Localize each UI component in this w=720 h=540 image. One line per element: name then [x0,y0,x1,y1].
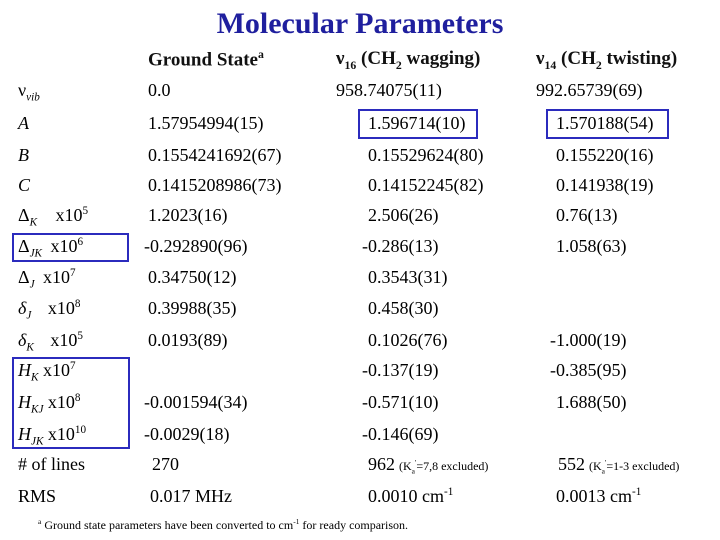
v16-rms-exp: -1 [444,486,454,498]
ground-delta-J: 0.34750(12) [148,267,237,287]
label-H-JK-exp: 10 [74,424,87,436]
v16-H-K: -0.137(19) [362,360,439,380]
nu-symbol: ν [336,48,345,69]
header-v14-mode: twisting) [606,48,678,69]
v16-H-KJ: -0.571(10) [362,392,439,412]
v14-vib: 992.65739(69) [536,80,643,100]
label-small-delta-J-mult: x10 [47,298,75,318]
label-H-JK-mult: x10 [47,424,75,444]
footnote-text-end: for ready comparison. [302,518,409,532]
v14-B: 0.155220(16) [556,145,654,165]
label-delta-K [18,205,88,229]
v16-lines-note-sub: a [411,466,415,476]
label-C: C [18,175,31,195]
v16-delta-JK: -0.286(13) [362,236,439,256]
label-delta-J [18,267,76,291]
ground-C: 0.1415208986(73) [148,175,282,195]
label-vib-sub: vib [26,91,40,104]
label-delta-JK-sub: JK [29,247,42,260]
v16-lines-note [399,458,489,476]
v16-H-JK: -0.146(69) [362,424,439,444]
page-title: Molecular Parameters [216,7,504,40]
label-small-delta-J [18,298,80,322]
v14-rms-value: 0.0013 cm [556,486,632,506]
header-ground-label: Ground State [148,49,258,71]
delta-symbol: Δ [18,205,30,225]
ground-small-delta-K: 0.0193(89) [148,330,228,350]
v16-rms [368,486,453,507]
v14-rms [556,486,641,507]
v16-delta-J: 0.3543(31) [368,267,448,287]
v14-delta-JK: 1.058(63) [556,236,627,256]
header-ground-state [148,48,264,71]
header-v16-ch: (CH [361,48,396,69]
v16-small-delta-J: 0.458(30) [368,298,439,318]
ground-small-delta-J: 0.39988(35) [148,298,237,318]
ground-H-JK: -0.0029(18) [144,424,230,444]
v14-lines-note-sub: a [601,466,605,476]
label-H-K-exp: 7 [69,360,76,372]
v16-lines [368,454,488,475]
v14-lines-note-pre: (K [589,459,602,473]
highlight-box-v14-A [546,109,669,139]
ground-A: 1.57954994(15) [148,113,264,133]
ground-delta-K: 1.2023(16) [148,205,228,225]
label-delta-K-mult: x10 [55,205,83,225]
header-v14 [536,48,677,73]
v14-A: 1.570188(54) [556,113,654,133]
label-H-K-symbol: H [18,360,31,380]
header-v16-mode: wagging) [406,48,481,69]
small-delta-symbol: δ [18,330,27,350]
label-H-JK-symbol: H [18,424,31,444]
footnote-mark: a [38,517,42,526]
v16-delta-K: 2.506(26) [368,205,439,225]
label-delta-K-exp: 5 [82,205,89,217]
v14-rms-exp: -1 [632,486,642,498]
label-nu-vib [18,80,40,104]
v16-C: 0.14152245(82) [368,175,484,195]
header-v14-sub: 14 [544,58,557,72]
header-v14-ch: (CH [561,48,596,69]
v14-lines [558,454,679,475]
label-H-KJ-symbol: H [18,392,31,412]
header-v14-sub2: 2 [595,58,602,72]
v16-small-delta-K: 0.1026(76) [368,330,448,350]
v14-lines-note-sup: ' [604,458,607,467]
label-small-delta-K-mult: x10 [50,330,78,350]
v16-rms-value: 0.0010 cm [368,486,444,506]
nu-symbol: ν [18,80,27,100]
label-H-K-mult: x10 [42,360,70,380]
v14-lines-note-post: =1-3 excluded) [606,459,680,473]
label-delta-J-exp: 7 [70,267,76,279]
label-small-delta-K-exp: 5 [77,330,83,342]
header-v16 [336,48,480,73]
ground-rms: 0.017 MHz [150,486,232,506]
label-small-delta-J-exp: 8 [74,298,81,310]
label-H-JK-sub: JK [31,435,44,448]
small-delta-symbol: δ [18,298,27,318]
label-small-delta-K [18,330,83,354]
label-H-KJ-exp: 8 [74,392,81,404]
header-ground-footnote-mark: a [257,48,264,61]
ground-vib: 0.0 [148,80,171,100]
label-A: A [18,113,29,133]
ground-lines: 270 [152,454,179,474]
label-B: B [18,145,29,165]
v16-lines-note-pre: (K [399,459,412,473]
highlight-box-v16-A [358,109,478,139]
ground-delta-JK: -0.292890(96) [144,236,248,256]
v14-small-delta-K: -1.000(19) [550,330,627,350]
label-number-of-lines: # of lines [18,454,85,474]
v14-H-K: -0.385(95) [550,360,627,380]
label-rms: RMS [18,486,57,506]
delta-symbol: Δ [18,236,30,256]
highlight-box-H-labels [12,357,130,449]
v14-lines-count: 552 [558,454,585,474]
label-delta-J-sub: J [29,278,35,291]
label-delta-J-mult: x10 [43,267,71,287]
v16-lines-note-sup: ' [414,458,417,467]
label-small-delta-J-sub: J [26,309,32,322]
ground-H-KJ: -0.001594(34) [144,392,248,412]
v16-lines-note-post: =7,8 excluded) [416,459,489,473]
header-v16-sub: 16 [344,58,357,72]
v14-H-KJ: 1.688(50) [556,392,627,412]
label-H-KJ-sub: KJ [31,403,44,416]
v16-B: 0.15529624(80) [368,145,484,165]
label-small-delta-K-sub: K [26,341,34,354]
footnote-exp: -1 [293,517,300,526]
label-H-KJ-mult: x10 [47,392,75,412]
footnote-text: Ground state parameters have been converted to cm [44,518,294,532]
v14-C: 0.141938(19) [556,175,654,195]
v16-lines-count: 962 [368,454,395,474]
v16-A: 1.596714(10) [368,113,466,133]
label-delta-JK-exp: 6 [77,236,84,248]
label-delta-JK-mult: x10 [50,236,78,256]
header-v16-sub2: 2 [395,58,402,72]
highlight-box-delta-JK-label [12,233,129,262]
nu-symbol: ν [536,48,545,69]
v14-lines-note [589,458,680,476]
ground-B: 0.1554241692(67) [148,145,282,165]
label-delta-K-sub: K [29,216,38,229]
v14-delta-K: 0.76(13) [556,205,618,225]
delta-symbol: Δ [18,267,30,287]
v16-vib: 958.74075(11) [336,80,442,100]
label-H-K-sub: K [31,371,39,384]
footnote [38,517,408,533]
